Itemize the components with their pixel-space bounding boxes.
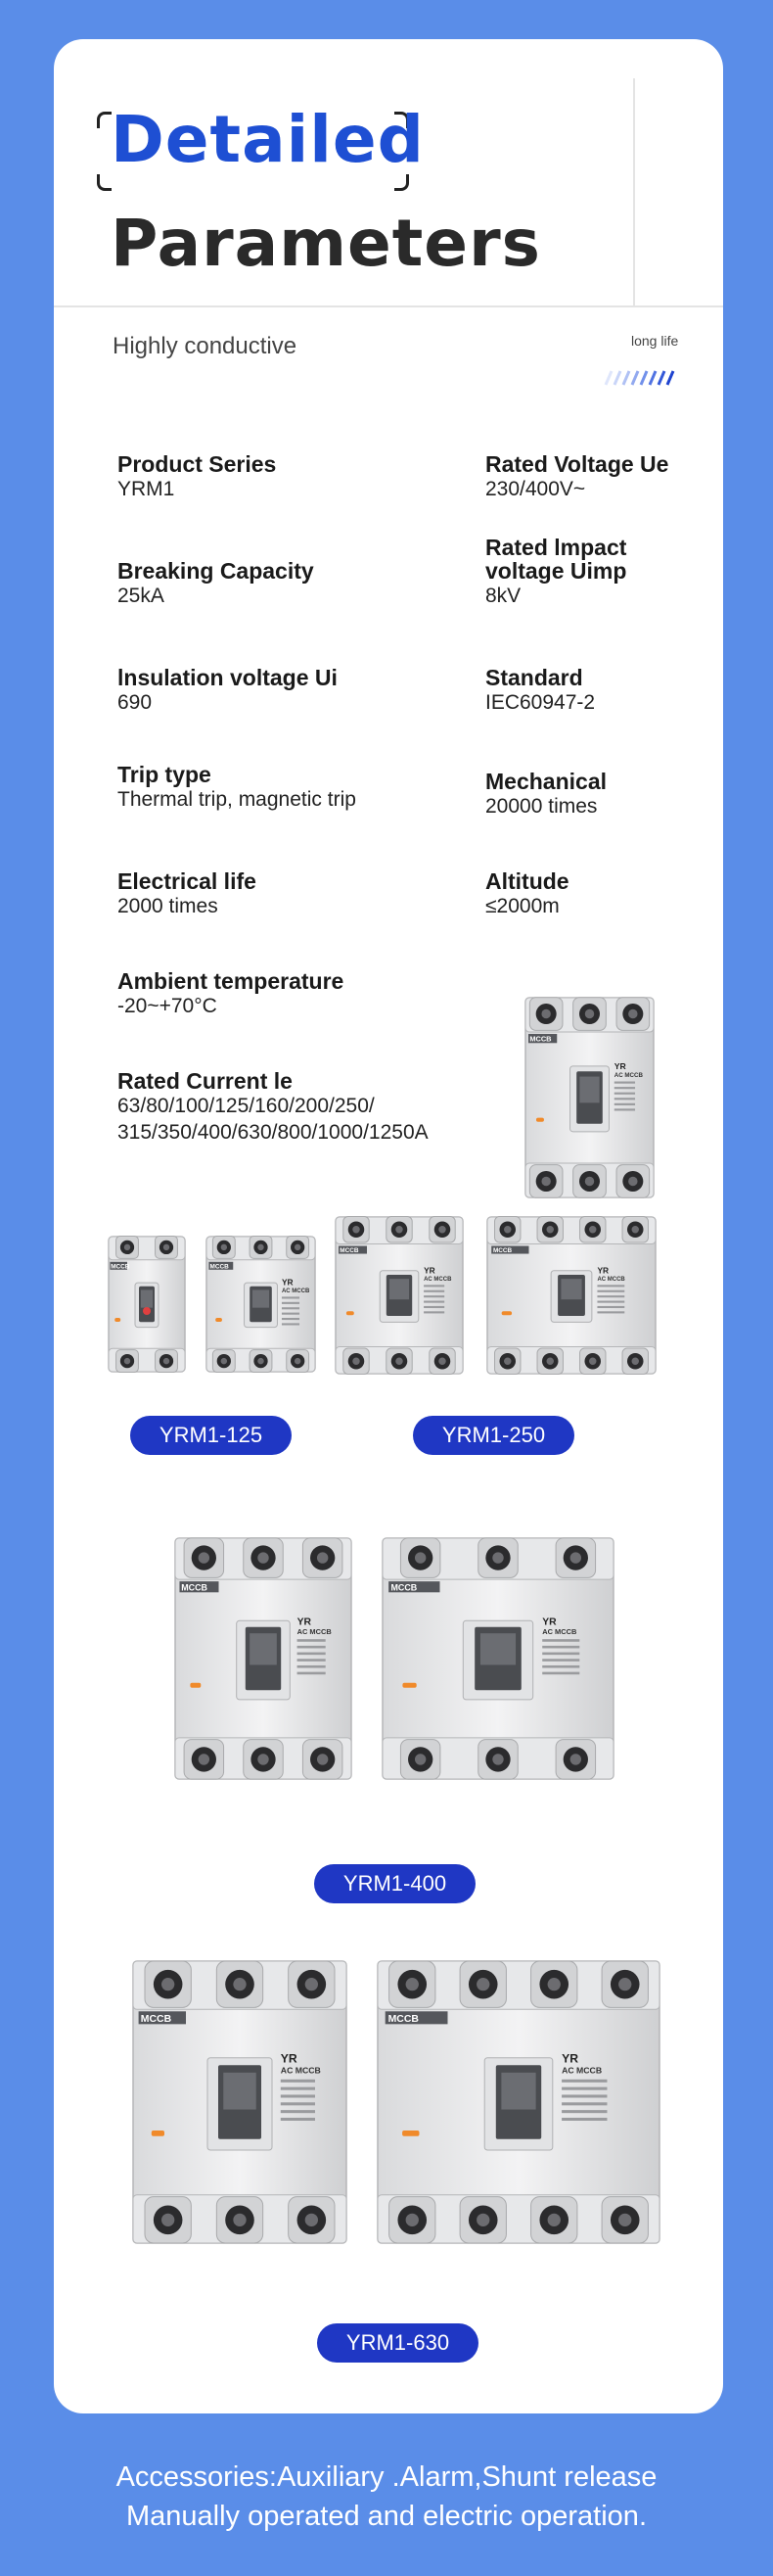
svg-text:AC MCCB: AC MCCB bbox=[614, 1072, 643, 1080]
svg-text:MCCB: MCCB bbox=[340, 1247, 359, 1255]
param-electrical-life bbox=[117, 869, 256, 919]
title-bracket bbox=[97, 112, 112, 128]
param-rated-current bbox=[117, 1069, 429, 1146]
param-value: ≤2000m bbox=[485, 895, 560, 917]
svg-text:AC MCCB: AC MCCB bbox=[424, 1277, 452, 1284]
breaker-250-top-image bbox=[524, 997, 655, 1198]
param-mechanical bbox=[485, 770, 607, 820]
breaker-illustration bbox=[377, 1960, 660, 2244]
param-label: Rated lmpact voltage Uimp bbox=[485, 535, 627, 584]
breaker-400-wide-image bbox=[382, 1537, 614, 1780]
breaker-250-3p-image bbox=[335, 1216, 464, 1375]
param-label: Product Series bbox=[117, 451, 277, 477]
svg-text:MCCB: MCCB bbox=[390, 1582, 418, 1593]
svg-text:YR: YR bbox=[281, 1277, 294, 1288]
breaker-125-3p-image bbox=[205, 1236, 316, 1373]
svg-text:AC MCCB: AC MCCB bbox=[296, 1626, 332, 1636]
breaker-illustration bbox=[486, 1216, 657, 1375]
breaker-630-4p-image bbox=[377, 1960, 660, 2244]
detail-card bbox=[54, 39, 723, 2413]
param-value: 25kA bbox=[117, 585, 164, 607]
model-pill-yrm1-125: YRM1-125 bbox=[130, 1416, 292, 1455]
svg-text:YR: YR bbox=[424, 1265, 435, 1276]
param-value: 2000 times bbox=[117, 895, 218, 917]
param-label: Altitude bbox=[485, 868, 569, 894]
param-label: Ambient temperature bbox=[117, 968, 344, 994]
param-value: 63/80/100/125/160/200/250/ 315/350/400/630/800/1000/1250A bbox=[117, 1095, 429, 1144]
param-impact-voltage bbox=[485, 536, 626, 609]
svg-text:MCCB: MCCB bbox=[181, 1582, 207, 1593]
page-title-line2: Parameters bbox=[111, 206, 541, 281]
svg-text:MCCB: MCCB bbox=[111, 1263, 130, 1271]
param-label: Electrical life bbox=[117, 868, 256, 894]
side-note: long life bbox=[631, 333, 679, 349]
param-value: 690 bbox=[117, 691, 153, 714]
tagline: Highly conductive bbox=[113, 333, 297, 359]
param-value: Thermal trip, magnetic trip bbox=[117, 788, 356, 811]
param-standard bbox=[485, 666, 595, 716]
model-pill-yrm1-630: YRM1-630 bbox=[317, 2323, 478, 2363]
title-bracket bbox=[97, 174, 112, 191]
breaker-125-2p-image bbox=[108, 1236, 186, 1373]
param-ambient-temperature bbox=[117, 969, 343, 1019]
breaker-400-3p-image bbox=[174, 1537, 352, 1780]
param-value: 20000 times bbox=[485, 795, 598, 818]
param-value: YRM1 bbox=[117, 478, 175, 500]
param-value: -20~+70°C bbox=[117, 995, 217, 1017]
param-label: Breaking Capacity bbox=[117, 558, 314, 584]
param-rated-voltage bbox=[485, 452, 668, 502]
svg-text:MCCB: MCCB bbox=[140, 2014, 172, 2026]
svg-text:YR: YR bbox=[562, 2051, 579, 2066]
param-breaking-capacity bbox=[117, 559, 314, 609]
breaker-illustration bbox=[205, 1236, 316, 1373]
page-title-line1: Detailed bbox=[111, 102, 425, 177]
svg-text:YR: YR bbox=[296, 1616, 312, 1628]
svg-text:YR: YR bbox=[614, 1061, 626, 1072]
model-pill-yrm1-400: YRM1-400 bbox=[314, 1864, 476, 1903]
svg-text:AC MCCB: AC MCCB bbox=[542, 1626, 577, 1636]
param-value: 8kV bbox=[485, 585, 522, 607]
svg-text:AC MCCB: AC MCCB bbox=[280, 2065, 321, 2076]
svg-text:MCCB: MCCB bbox=[209, 1263, 229, 1271]
param-altitude bbox=[485, 869, 569, 919]
svg-text:YR: YR bbox=[597, 1265, 610, 1276]
param-trip-type bbox=[117, 763, 356, 813]
svg-text:MCCB: MCCB bbox=[492, 1247, 513, 1255]
param-value: IEC60947-2 bbox=[485, 691, 596, 714]
param-value: 230/400V~ bbox=[485, 478, 586, 500]
breaker-illustration bbox=[524, 997, 655, 1198]
param-label: Rated Current le bbox=[117, 1068, 293, 1094]
param-label: Trip type bbox=[117, 762, 211, 787]
param-label: Mechanical bbox=[485, 769, 607, 794]
footer-line-operation: Manually operated and electric operation. bbox=[126, 2501, 647, 2532]
footer-line-accessories: Accessories:Auxiliary .Alarm,Shunt release bbox=[115, 2461, 658, 2493]
breaker-250-4p-image bbox=[486, 1216, 657, 1375]
svg-text:MCCB: MCCB bbox=[387, 2014, 419, 2026]
model-pill-yrm1-250: YRM1-250 bbox=[413, 1416, 574, 1455]
param-label: lnsulation voltage Ui bbox=[117, 665, 338, 690]
breaker-illustration bbox=[108, 1236, 186, 1373]
param-label: Rated Voltage Ue bbox=[485, 451, 669, 477]
breaker-630-3p-image bbox=[132, 1960, 347, 2244]
svg-text:MCCB: MCCB bbox=[529, 1034, 552, 1044]
svg-text:AC MCCB: AC MCCB bbox=[281, 1288, 310, 1295]
breaker-illustration bbox=[335, 1216, 464, 1375]
breaker-illustration bbox=[382, 1537, 614, 1780]
header-vertical-divider bbox=[633, 78, 635, 305]
param-product-series bbox=[117, 452, 276, 502]
breaker-illustration bbox=[174, 1537, 352, 1780]
header-divider bbox=[54, 305, 723, 307]
param-label: Standard bbox=[485, 665, 583, 690]
svg-text:AC MCCB: AC MCCB bbox=[562, 2065, 603, 2076]
param-insulation-voltage bbox=[117, 666, 338, 716]
svg-text:YR: YR bbox=[542, 1616, 557, 1628]
svg-text:AC MCCB: AC MCCB bbox=[597, 1277, 625, 1284]
svg-text:YR: YR bbox=[280, 2051, 297, 2066]
breaker-illustration bbox=[132, 1960, 347, 2244]
stripe-decoration-icon bbox=[602, 370, 680, 386]
